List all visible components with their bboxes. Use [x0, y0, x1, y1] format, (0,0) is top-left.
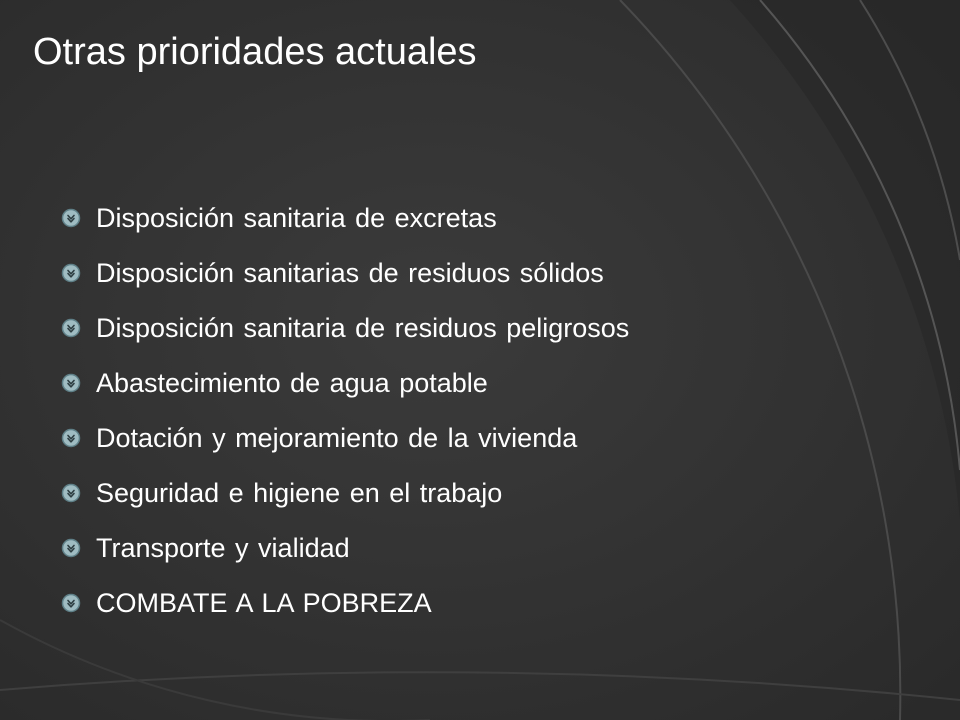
list-item-text: Disposición sanitaria de excretas [96, 202, 497, 233]
circled-chevron-icon [60, 482, 82, 504]
circled-chevron-icon [60, 372, 82, 394]
circled-chevron-icon [60, 317, 82, 339]
list-item-text: Seguridad e higiene en el trabajo [96, 477, 503, 508]
circled-chevron-icon [60, 262, 82, 284]
circled-chevron-icon [60, 537, 82, 559]
list-item-text: Dotación y mejoramiento de la vivienda [96, 422, 578, 453]
circled-chevron-icon [60, 207, 82, 229]
list-item-text: Disposición sanitarias de residuos sólidos [96, 257, 604, 288]
list-item [60, 300, 629, 355]
list-item [60, 410, 629, 465]
list-item [60, 465, 629, 520]
list-item-text: Disposición sanitaria de residuos peligrosos [96, 312, 630, 343]
list-item [60, 190, 629, 245]
list-item-text: Abastecimiento de agua potable [96, 367, 488, 398]
list-item-text: Transporte y vialidad [96, 532, 350, 563]
list-item [60, 355, 629, 410]
list-item-text: COMBATE A LA POBREZA [96, 587, 432, 618]
circled-chevron-icon [60, 592, 82, 614]
list-item [60, 575, 629, 630]
list-item [60, 520, 629, 575]
priorities-list [60, 190, 629, 630]
slide-title: Otras prioridades actuales [33, 31, 477, 73]
circled-chevron-icon [60, 427, 82, 449]
list-item [60, 245, 629, 300]
